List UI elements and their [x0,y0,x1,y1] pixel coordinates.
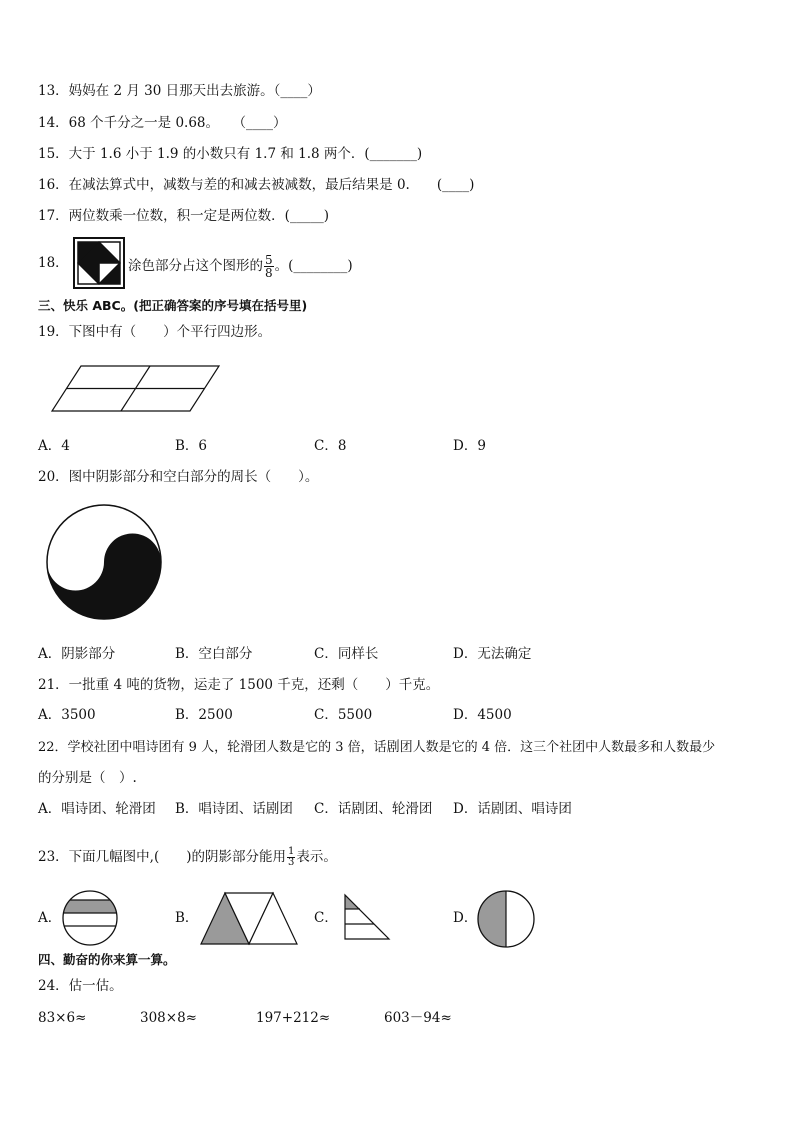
fraction-numerator: 5 [265,253,273,267]
question-22-stem-line2: 的分别是（ ）. [38,770,137,786]
question-14: 14．68 个千分之一是 0.68。 （____） [38,115,287,131]
question-15: 15．大于 1.6 小于 1.9 的小数只有 1.7 和 1.8 两个．(_______) [38,146,423,162]
question-23-stem [38,847,337,868]
fraction-numerator: 1 [288,846,295,857]
q20-option-b[interactable]: B．空白部分 [175,646,253,662]
section-3-heading: 三、快乐 ABC。(把正确答案的序号填在括号里) [38,298,308,313]
q23-option-c-triangle-figure[interactable] [343,893,393,943]
question-24-stem: 24．估一估。 [38,978,123,994]
q24-item-4: 603－94≈ [384,1010,452,1026]
fraction-5-8 [264,254,274,279]
q24-item-1: 83×6≈ [38,1010,87,1026]
fraction-1-3 [287,847,295,868]
q23-option-d-half-circle-figure[interactable] [476,889,536,949]
q22-option-b[interactable]: B．唱诗团、话剧团 [175,801,293,817]
section-4-heading: 四、勤奋的你来算一算。 [38,952,176,967]
question-18-stem: 涂色部分占这个图形的 [128,258,263,274]
q22-option-d[interactable]: D．话剧团、唱诗团 [453,801,572,817]
question-16: 16．在减法算式中，减数与差的和减去被减数，最后结果是 0. (____) [38,177,475,193]
question-21-stem: 21．一批重 4 吨的货物，运走了 1500 千克，还剩（ ）千克。 [38,677,440,693]
question-17: 17．两位数乘一位数，积一定是两位数．(_____) [38,208,329,224]
q19-option-b[interactable]: B．6 [175,438,208,454]
q21-option-a[interactable]: A．3500 [38,707,96,723]
question-20-stem: 20．图中阴影部分和空白部分的周长（ ）。 [38,469,319,485]
question-19-stem: 19．下图中有（ ）个平行四边形。 [38,324,272,340]
fraction-denominator: 3 [288,857,295,868]
q18-square-figure [73,237,125,289]
q23-option-a-label[interactable]: A． [38,910,62,926]
q24-item-2: 308×8≈ [140,1010,197,1026]
fraction-denominator: 8 [265,266,273,280]
q24-item-3: 197+212≈ [256,1010,331,1026]
q20-yin-yang-figure [45,503,163,621]
question-23-stem-before: 23．下面几幅图中,( )的阴影部分能用 [38,849,287,865]
q22-option-a[interactable]: A．唱诗团、轮滑团 [38,801,156,817]
question-18-text [128,254,353,279]
q21-option-c[interactable]: C．5500 [314,707,373,723]
q23-option-a-circle-figure[interactable] [61,889,119,947]
q21-option-b[interactable]: B．2500 [175,707,233,723]
q23-option-b-label[interactable]: B． [175,910,199,926]
question-18-number: 18． [38,255,69,271]
question-18 [38,254,69,272]
question-13: 13．妈妈在 2 月 30 日那天出去旅游。（____） [38,83,321,99]
question-23-stem-after: 表示。 [296,849,337,865]
question-18-blank: 。(________) [274,258,353,274]
q22-option-c[interactable]: C．话剧团、轮滑团 [314,801,433,817]
q23-option-b-triangles-figure[interactable] [199,891,299,946]
q21-option-d[interactable]: D．4500 [453,707,512,723]
q19-option-d[interactable]: D．9 [453,438,486,454]
q20-option-d[interactable]: D．无法确定 [453,646,532,662]
q19-option-c[interactable]: C．8 [314,438,347,454]
question-22-stem-line1: 22．学校社团中唱诗团有 9 人，轮滑团人数是它的 3 倍，话剧团人数是它的 4 倍．这三个社团中人数最多和人数最少 [38,740,716,755]
q19-option-a[interactable]: A．4 [38,438,70,454]
q19-parallelogram-figure [50,364,222,414]
q23-option-c-label[interactable]: C． [314,910,338,926]
q20-option-c[interactable]: C．同样长 [314,646,379,662]
q23-option-d-label[interactable]: D． [453,910,478,926]
q20-option-a[interactable]: A．阴影部分 [38,646,116,662]
